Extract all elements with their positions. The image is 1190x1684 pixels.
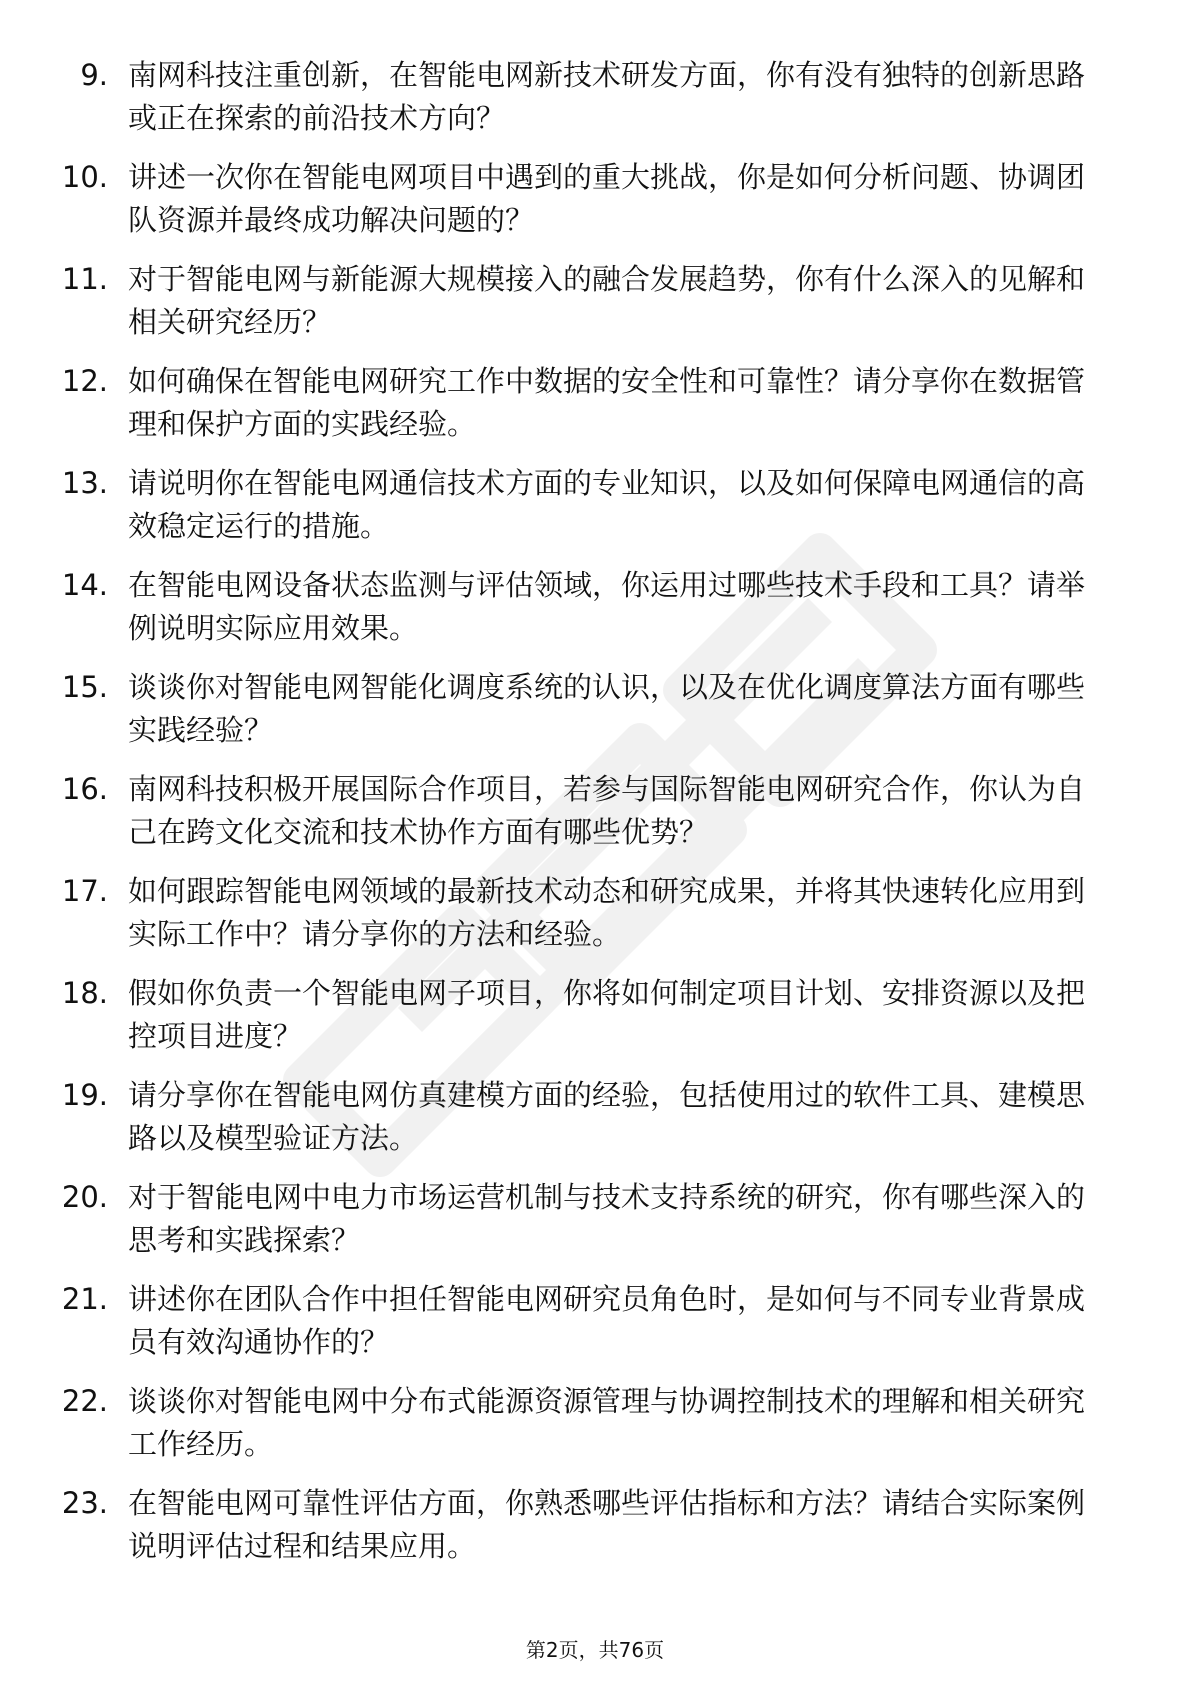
question-text: 对于智能电网中电力市场运营机制与技术支持系统的研究，你有哪些深入的思考和实践探索？	[128, 1180, 1086, 1257]
question-text: 讲述一次你在智能电网项目中遇到的重大挑战，你是如何分析问题、协调团队资源并最终成功解决问题的？	[128, 160, 1086, 237]
question-text: 请说明你在智能电网通信技术方面的专业知识，以及如何保障电网通信的高效稳定运行的措施。	[128, 466, 1086, 543]
question-number: 15.	[61, 670, 108, 704]
question-number: 22.	[61, 1384, 108, 1418]
question-item-9	[55, 54, 1115, 156]
question-number: 17.	[61, 874, 108, 908]
question-item-20	[55, 1176, 1115, 1278]
question-text: 谈谈你对智能电网中分布式能源资源管理与协调控制技术的理解和相关研究工作经历。	[128, 1384, 1086, 1461]
question-number: 9.	[80, 58, 108, 92]
question-item-12	[55, 360, 1115, 462]
question-list	[55, 54, 1115, 1584]
question-item-17	[55, 870, 1115, 972]
question-text: 谈谈你对智能电网智能化调度系统的认识，以及在优化调度算法方面有哪些实践经验？	[128, 670, 1086, 747]
question-item-13	[55, 462, 1115, 564]
question-text: 请分享你在智能电网仿真建模方面的经验，包括使用过的软件工具、建模思路以及模型验证方法。	[128, 1078, 1086, 1155]
question-text: 在智能电网可靠性评估方面，你熟悉哪些评估指标和方法？请结合实际案例说明评估过程和结果应用。	[128, 1486, 1086, 1563]
question-item-23	[55, 1482, 1115, 1584]
question-number: 10.	[61, 160, 108, 194]
question-text: 假如你负责一个智能电网子项目，你将如何制定项目计划、安排资源以及把控项目进度？	[128, 976, 1086, 1053]
question-number: 12.	[61, 364, 108, 398]
question-number: 14.	[61, 568, 108, 602]
question-number: 13.	[61, 466, 108, 500]
question-text: 如何跟踪智能电网领域的最新技术动态和研究成果，并将其快速转化应用到实际工作中？请分享你的方法和经验。	[128, 874, 1086, 951]
question-item-11	[55, 258, 1115, 360]
question-number: 11.	[61, 262, 108, 296]
page-footer: 第2页，共76页	[525, 1638, 665, 1662]
question-number: 18.	[61, 976, 108, 1010]
question-item-22	[55, 1380, 1115, 1482]
question-text: 南网科技积极开展国际合作项目，若参与国际智能电网研究合作，你认为自己在跨文化交流和技术协作方面有哪些优势？	[128, 772, 1086, 849]
question-text: 对于智能电网与新能源大规模接入的融合发展趋势，你有什么深入的见解和相关研究经历？	[128, 262, 1086, 339]
question-number: 23.	[61, 1486, 108, 1520]
question-text: 如何确保在智能电网研究工作中数据的安全性和可靠性？请分享你在数据管理和保护方面的实践经验。	[128, 364, 1086, 441]
question-item-21	[55, 1278, 1115, 1380]
question-item-19	[55, 1074, 1115, 1176]
question-text: 南网科技注重创新，在智能电网新技术研发方面，你有没有独特的创新思路或正在探索的前沿技术方向？	[128, 58, 1086, 135]
question-number: 20.	[61, 1180, 108, 1214]
question-number: 19.	[61, 1078, 108, 1112]
question-item-14	[55, 564, 1115, 666]
question-number: 16.	[61, 772, 108, 806]
question-item-15	[55, 666, 1115, 768]
question-text: 在智能电网设备状态监测与评估领域，你运用过哪些技术手段和工具？请举例说明实际应用效果。	[128, 568, 1086, 645]
question-text: 讲述你在团队合作中担任智能电网研究员角色时，是如何与不同专业背景成员有效沟通协作的？	[128, 1282, 1086, 1359]
question-item-18	[55, 972, 1115, 1074]
question-item-10	[55, 156, 1115, 258]
question-item-16	[55, 768, 1115, 870]
question-number: 21.	[61, 1282, 108, 1316]
